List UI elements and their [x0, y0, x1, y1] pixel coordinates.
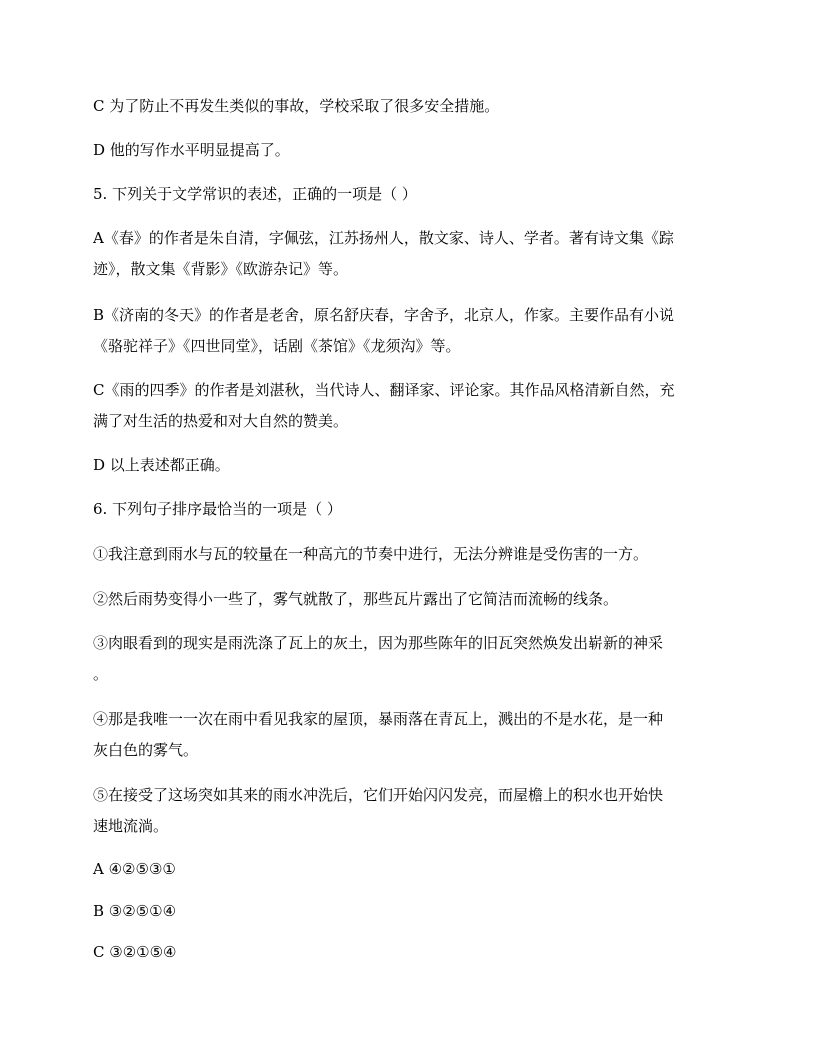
- option-a-q5-line2: 迹》，散文集《背影》《欧游杂记》等。: [93, 260, 349, 278]
- option-d-q4: D 他的写作水平明显提高了。: [93, 141, 290, 159]
- sentence-4-line1: ④那是我唯一一次在雨中看见我家的屋顶，暴雨落在青瓦上，溅出的不是水花，是一种: [93, 710, 664, 728]
- question-5-title: 5. 下列关于文学常识的表述，正确的一项是（ ）: [93, 185, 417, 203]
- option-b-q6: B ③②⑤①④: [93, 902, 177, 920]
- sentence-1: ①我注意到雨水与瓦的较量在一种高亢的节奏中进行，无法分辨谁是受伤害的一方。: [93, 545, 649, 563]
- option-d-q5: D 以上表述都正确。: [93, 456, 230, 474]
- sentence-3-line1: ③肉眼看到的现实是雨洗涤了瓦上的灰土，因为那些陈年的旧瓦突然焕发出崭新的神采: [93, 634, 664, 652]
- question-6-title: 6. 下列句子排序最恰当的一项是（ ）: [93, 500, 342, 518]
- option-c-q5-line2: 满了对生活的热爱和对大自然的赞美。: [93, 412, 349, 430]
- option-c-q4: C 为了防止不再发生类似的事故，学校采取了很多安全措施。: [93, 97, 500, 115]
- sentence-5-line1: ⑤在接受了这场突如其来的雨水冲洗后，它们开始闪闪发亮，而屋檐上的积水也开始快: [93, 786, 664, 804]
- option-c-q5-line1: C《雨的四季》的作者是刘湛秋，当代诗人、翻译家、评论家。其作品风格清新自然，充: [93, 381, 675, 399]
- option-b-q5-line1: B《济南的冬天》的作者是老舍，原名舒庆春，字舍予，北京人，作家。主要作品有小说: [93, 306, 675, 324]
- option-a-q6: A ④②⑤③①: [93, 860, 176, 878]
- option-b-q5-line2: 《骆驼祥子》《四世同堂》，话剧《茶馆》《龙须沟》等。: [93, 337, 461, 355]
- sentence-3-line2: 。: [93, 665, 109, 683]
- sentence-5-line2: 速地流淌。: [93, 817, 169, 835]
- sentence-2: ②然后雨势变得小一些了，雾气就散了，那些瓦片露出了它简洁而流畅的线条。: [93, 590, 619, 608]
- option-c-q6: C ③②①⑤④: [93, 943, 177, 961]
- option-a-q5-line1: A《春》的作者是朱自清，字佩弦，江苏扬州人，散文家、诗人、学者。著有诗文集《踪: [93, 229, 674, 247]
- sentence-4-line2: 灰白色的雾气。: [93, 741, 199, 759]
